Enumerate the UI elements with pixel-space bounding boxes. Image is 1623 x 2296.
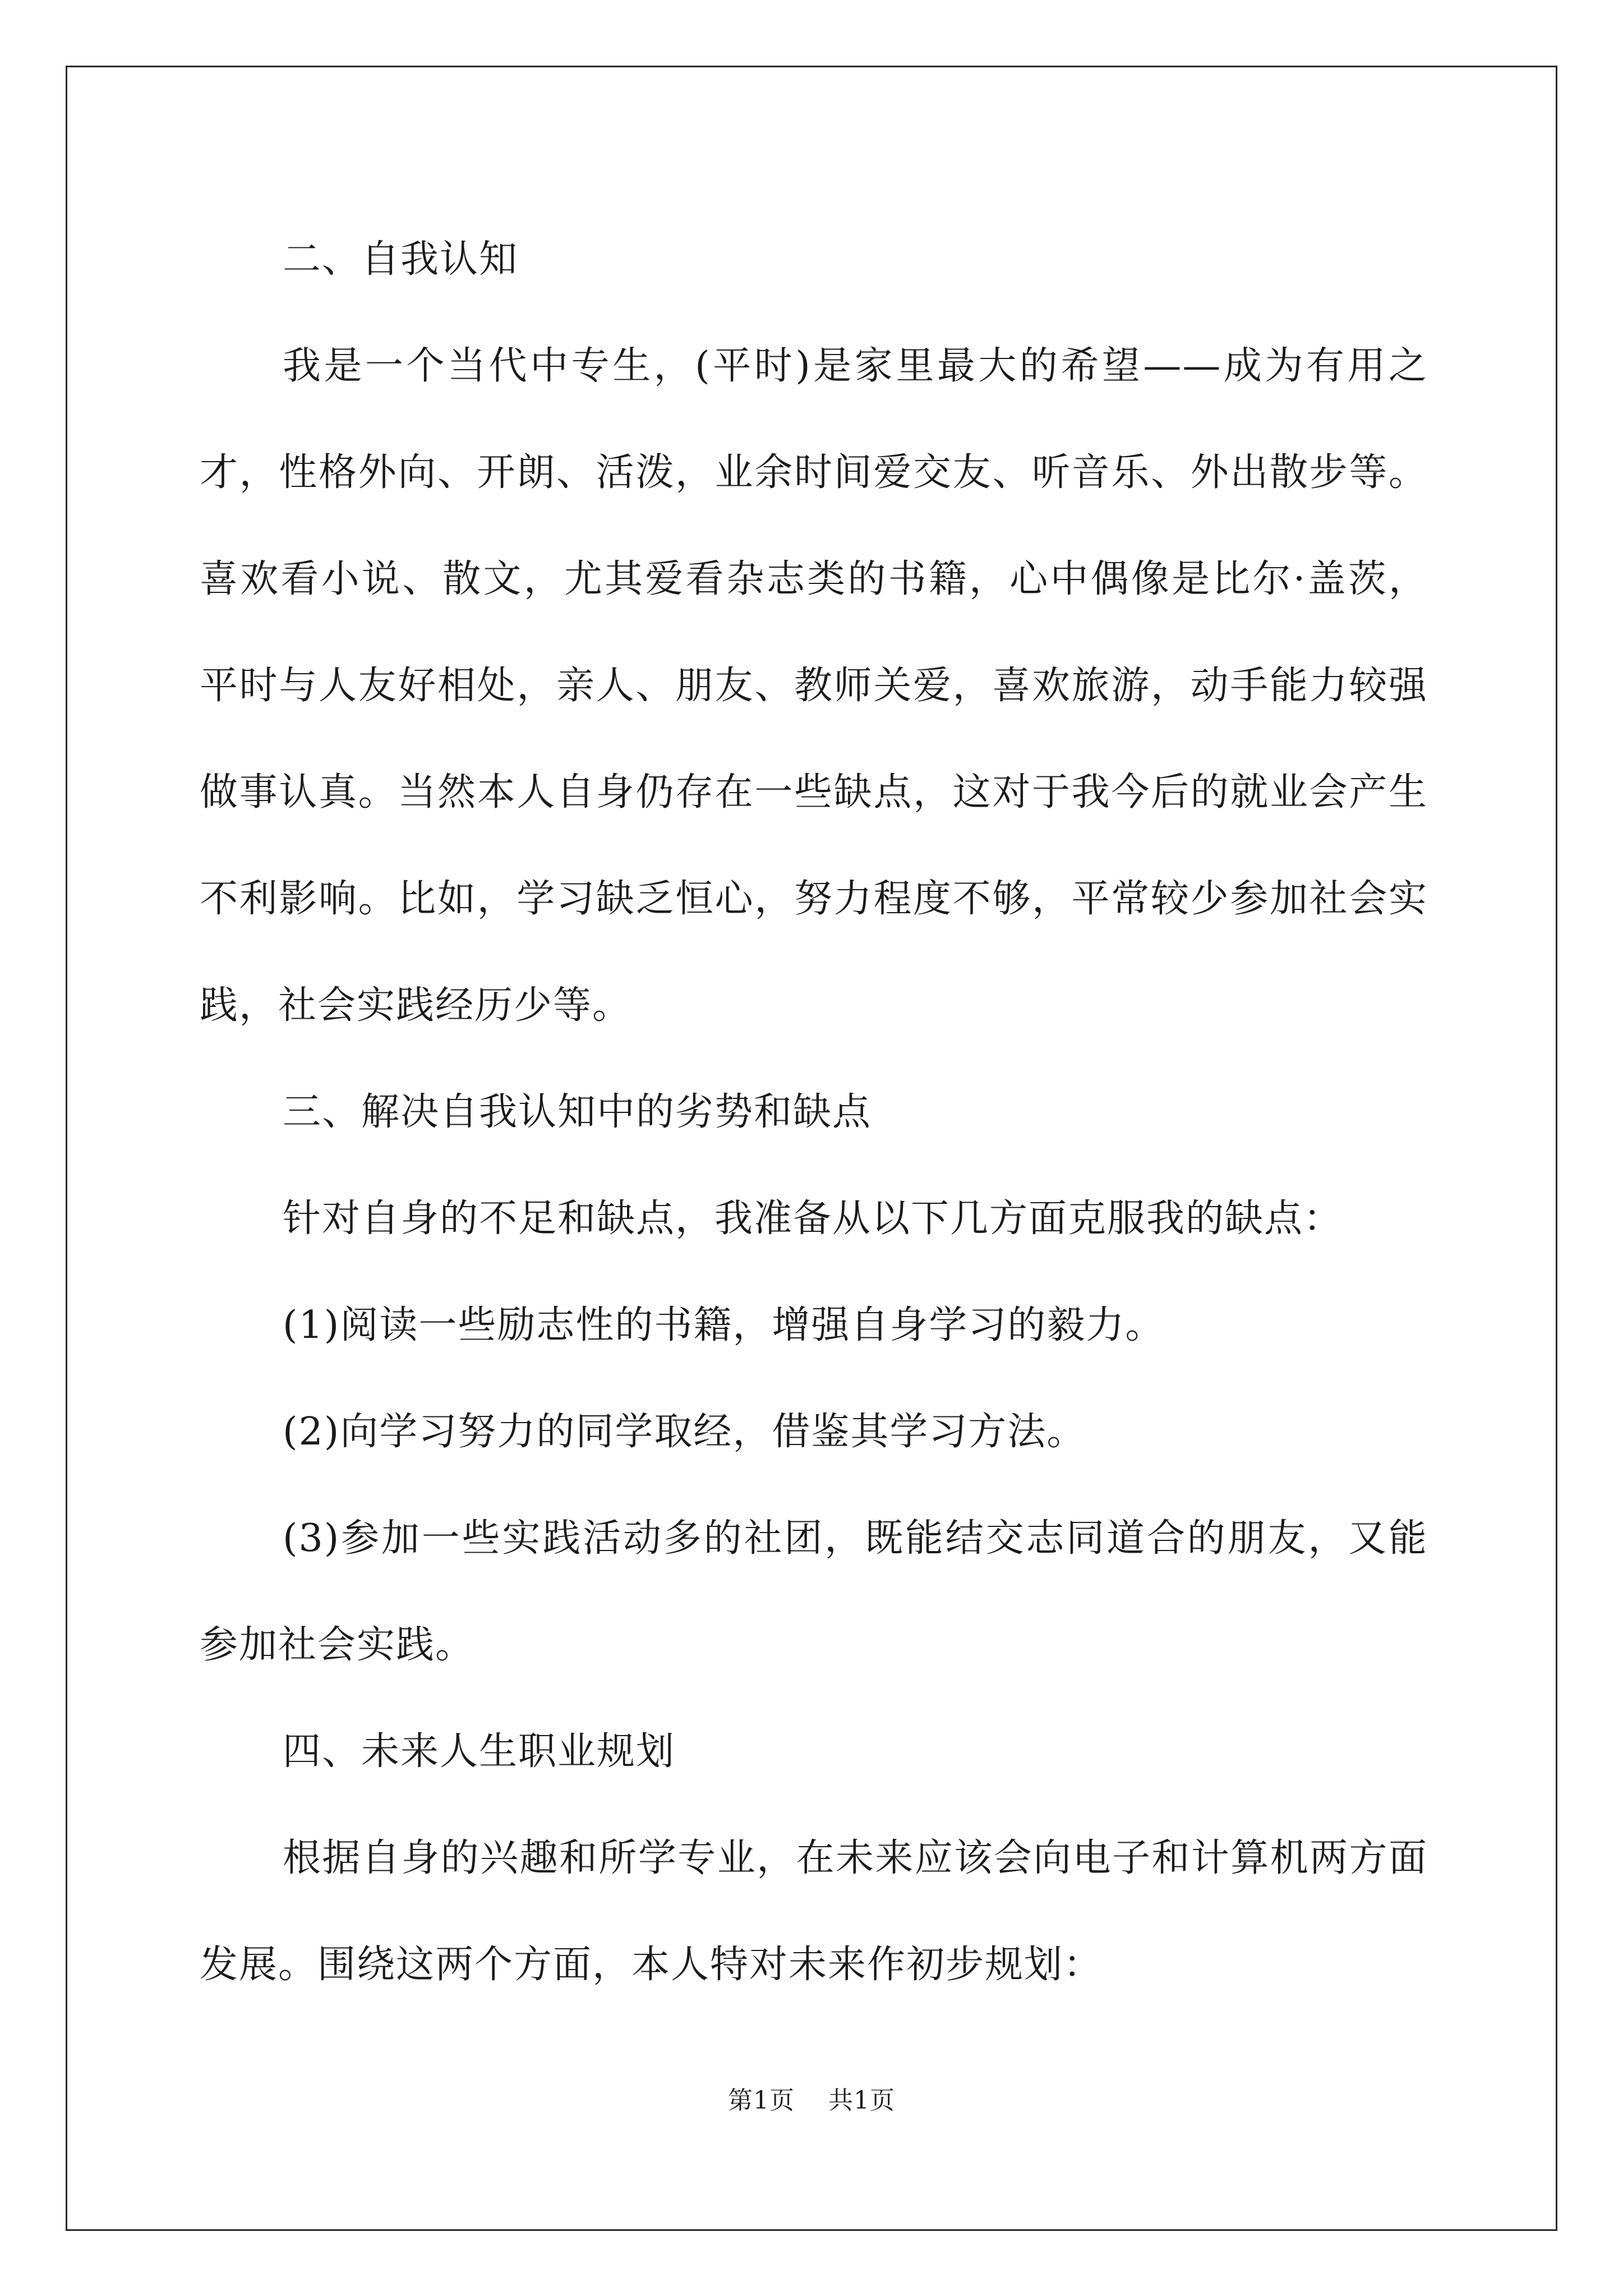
paragraph-self-description: 我是一个当代中专生，(平时)是家里最大的希望——成为有用之才，性格外向、开朗、活泼，业余时间爱交友、听音乐、外出散步等。喜欢看小说、散文，尤其爱看杂志类的书籍，心中偶像是比尔·盖茨，平时与人友好相处，亲人、朋友、教师关爱，喜欢旅游，动手能力较强做事认真。当然本人自身仍存在一些缺点，这对于我今后的就业会产生不利影响。比如，学习缺乏恒心，努力程度不够，平常较少参加社会实践，社会实践经历少等。 xyxy=(200,344,1428,1028)
list-item-1: (1)阅读一些励志性的书籍，增强自身学习的毅力。 xyxy=(283,1303,1165,1347)
page-footer xyxy=(0,2080,1623,2116)
heading-self-cognition: 二、自我认知 xyxy=(283,237,519,282)
list-item-3: (3)参加一些实践活动多的社团，既能结交志同道合的朋友，又能参加社会实践。 xyxy=(200,1516,1428,1667)
heading-weakness-solutions: 三、解决自我认知中的劣势和缺点 xyxy=(283,1090,872,1134)
list-item-2: (2)向学习努力的同学取经，借鉴其学习方法。 xyxy=(283,1410,1086,1454)
page-total: 共1页 xyxy=(828,2086,895,2115)
document-body xyxy=(200,206,1428,2018)
paragraph-overcome-intro: 针对自身的不足和缺点，我准备从以下几方面克服我的缺点： xyxy=(283,1197,1343,1241)
paragraph-career-plan: 根据自身的兴趣和所学专业，在未来应该会向电子和计算机两方面发展。围绕这两个方面，本人特对未来作初步规划： xyxy=(200,1836,1428,1987)
heading-career-plan: 四、未来人生职业规划 xyxy=(283,1729,676,1774)
page-number: 第1页 xyxy=(728,2086,795,2115)
